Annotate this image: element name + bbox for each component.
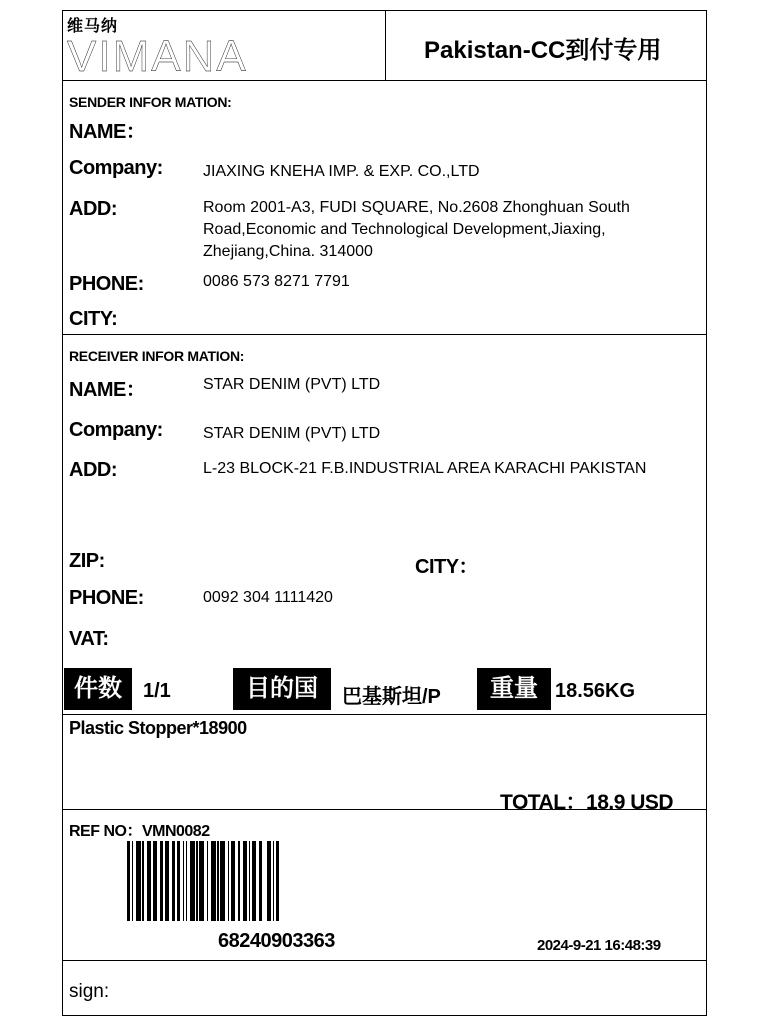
tags-separator bbox=[63, 714, 706, 715]
barcode-bar bbox=[276, 841, 279, 921]
shipping-label bbox=[62, 10, 707, 1016]
goods-description: Plastic Stopper*18900 bbox=[69, 718, 247, 738]
header-divider bbox=[385, 11, 386, 81]
receiver-company-value: STAR DENIM (PVT) LTD bbox=[203, 425, 381, 442]
weight-value: 18.56KG bbox=[555, 680, 636, 702]
vimana-logo: VIMANA bbox=[67, 32, 248, 81]
timestamp: 2024-9-21 16:48:39 bbox=[537, 937, 661, 954]
receiver-company-label: Company: bbox=[69, 419, 163, 441]
sign-label: sign: bbox=[69, 981, 110, 1002]
service-type: Pakistan-CC到付专用 bbox=[424, 37, 662, 64]
sender-company-label: Company: bbox=[69, 157, 163, 179]
receiver-phone-value: 0092 304 1111420 bbox=[203, 589, 333, 606]
sender-address-value: Room 2001-A3, FUDI SQUARE, No.2608 Zhonghuan South Road,Economic and Technological Development,Jiaxing, Zhejiang,China. 314000 bbox=[203, 199, 630, 260]
header-separator bbox=[63, 80, 706, 81]
pieces-tag: 件数 bbox=[64, 668, 132, 710]
sender-phone-label: PHONE: bbox=[69, 273, 144, 295]
receiver-name-value: STAR DENIM (PVT) LTD bbox=[203, 376, 381, 393]
sender-city-label: CITY: bbox=[69, 308, 118, 330]
destination-tag: 目的国 bbox=[233, 668, 331, 710]
sender-separator bbox=[63, 334, 706, 335]
receiver-zip-label: ZIP: bbox=[69, 550, 105, 572]
destination-value: 巴基斯坦/P bbox=[342, 686, 441, 708]
receiver-vat-label: VAT: bbox=[69, 628, 109, 650]
ref-number: REF NO：VMN0082 bbox=[69, 823, 210, 840]
logo-chinese-text: 维马纳 bbox=[67, 18, 119, 35]
sender-name-label: NAME： bbox=[69, 121, 146, 143]
receiver-address-label: ADD: bbox=[69, 459, 117, 481]
receiver-city-label: CITY： bbox=[415, 556, 479, 578]
weight-tag: 重量 bbox=[477, 668, 551, 710]
pieces-value: 1/1 bbox=[143, 680, 171, 702]
goods-separator bbox=[63, 809, 706, 810]
barcode-separator bbox=[63, 960, 706, 961]
total-amount: TOTAL：18.9 USD bbox=[500, 791, 674, 814]
sender-company-value: JIAXING KNEHA IMP. & EXP. CO.,LTD bbox=[203, 163, 480, 180]
tracking-barcode bbox=[127, 841, 402, 921]
sender-address-label: ADD: bbox=[69, 198, 117, 220]
barcode-number: 68240903363 bbox=[218, 930, 335, 952]
receiver-address-value: L-23 BLOCK-21 F.B.INDUSTRIAL AREA KARACHI PAKISTAN bbox=[203, 460, 647, 477]
sender-section-title: SENDER INFOR MATION: bbox=[69, 94, 232, 110]
receiver-section-title: RECEIVER INFOR MATION: bbox=[69, 348, 245, 364]
receiver-name-label: NAME： bbox=[69, 379, 146, 401]
sender-phone-value: 0086 573 8271 7791 bbox=[203, 273, 350, 290]
receiver-phone-label: PHONE: bbox=[69, 587, 144, 609]
